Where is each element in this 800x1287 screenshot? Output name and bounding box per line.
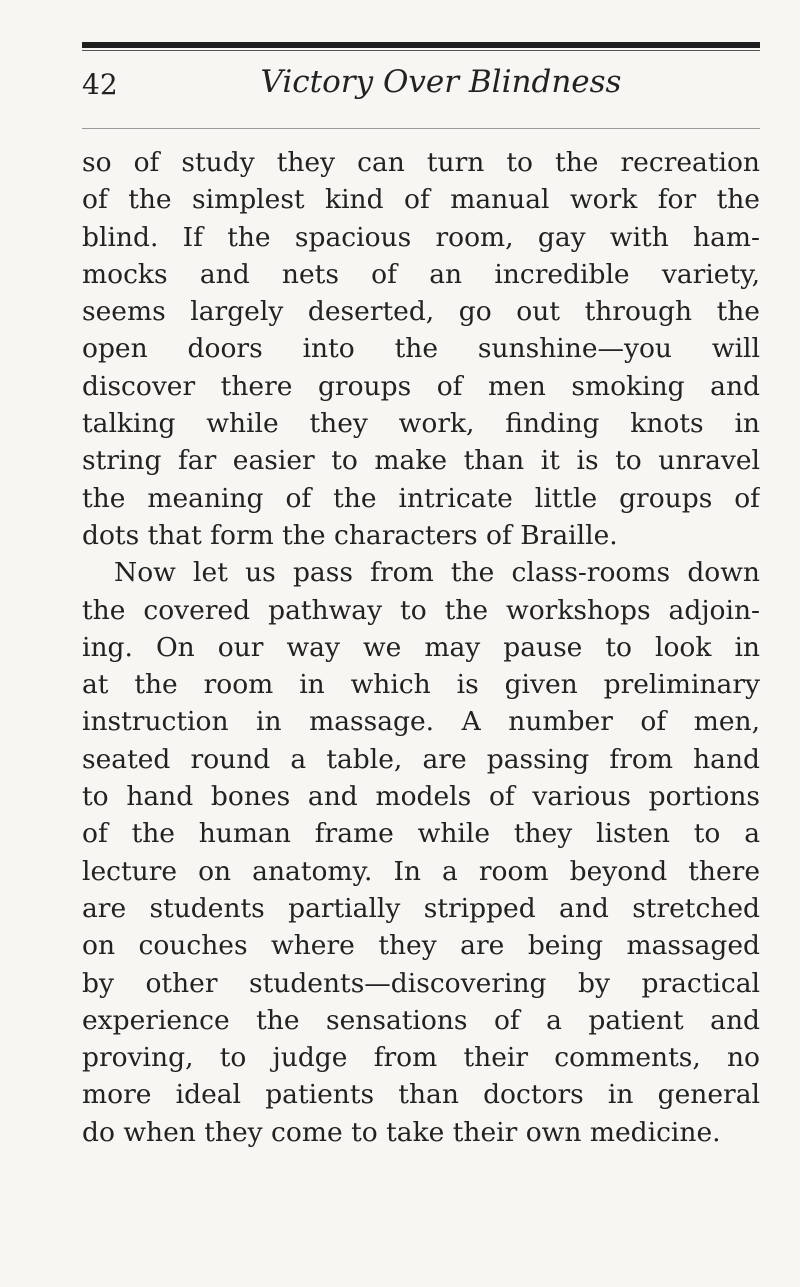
text-line: of the simplest kind of manual work for the (82, 184, 760, 216)
text-line: string far easier to make than it is to unravel (82, 445, 760, 477)
text-line: mocks and nets of an incredible variety, (82, 258, 760, 290)
text-line: Now let us pass from the class-rooms down (114, 557, 760, 589)
top-rule-fine (82, 50, 760, 51)
text-line: experience the sensations of a patient and (82, 1004, 760, 1036)
text-line: open doors into the sunshine—you will (82, 333, 760, 365)
text-line: at the room in which is given preliminary (82, 669, 760, 701)
running-title: Victory Over Blindness (260, 64, 622, 100)
text-line: proving, to judge from their comments, no (82, 1042, 760, 1074)
running-header (82, 64, 760, 126)
text-line: lecture on anatomy. In a room beyond there (82, 855, 760, 887)
text-line: dots that form the characters of Braille. (82, 519, 618, 551)
text-line: the covered pathway to the workshops adjoin- (82, 594, 760, 626)
text-line: the meaning of the intricate little groups of (82, 482, 760, 514)
text-line: of the human frame while they listen to a (82, 818, 760, 850)
text-line: do when they come to take their own medicine. (82, 1116, 721, 1148)
text-line: discover there groups of men smoking and (82, 370, 760, 402)
text-line: to hand bones and models of various portions (82, 781, 760, 813)
text-line: by other students—discovering by practical (82, 967, 760, 999)
text-line: ing. On our way we may pause to look in (82, 631, 760, 663)
top-rule (82, 42, 760, 48)
text-line: so of study they can turn to the recreation (82, 147, 760, 178)
text-line: on couches where they are being massaged (82, 930, 760, 962)
body-text (82, 144, 760, 1151)
text-line: are students partially stripped and stretched (82, 892, 760, 924)
text-line: talking while they work, finding knots in (82, 408, 760, 440)
text-line: more ideal patients than doctors in general (82, 1079, 760, 1111)
text-line: blind. If the spacious room, gay with ham- (82, 221, 760, 253)
text-line: seated round a table, are passing from hand (82, 743, 760, 775)
text-line: seems largely deserted, go out through the (82, 296, 760, 328)
text-line: instruction in massage. A number of men, (82, 706, 760, 738)
header-rule (82, 128, 760, 129)
page-number: 42 (82, 68, 118, 101)
